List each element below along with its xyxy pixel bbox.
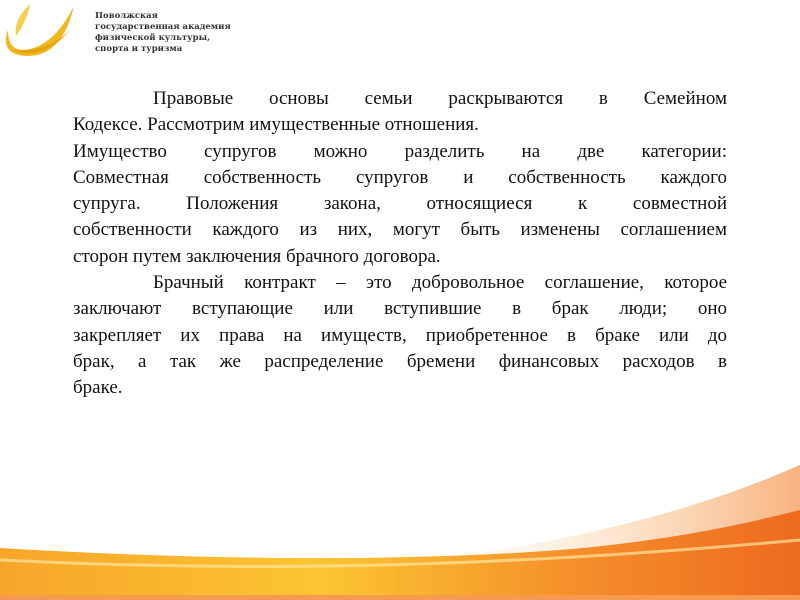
text-line: брак, а так же распределение бремени финансовых расходов в [73, 350, 727, 372]
org-line: спорта и туризма [95, 44, 183, 54]
org-line: государственная академия [95, 22, 231, 32]
laurel-icon [6, 4, 74, 56]
text-line: супруга. Положения закона, относящиеся к совместной [73, 193, 727, 215]
slide-body-text [73, 86, 727, 402]
text-line: сторон путем заключения брачного договора. [73, 245, 441, 267]
text-line: Имущество супругов можно разделить на две категории: [73, 140, 727, 162]
text-line: Правовые основы семьи раскрываются в Семейном [153, 88, 727, 109]
text-line: браке. [73, 377, 123, 399]
org-line: физической культуры, [95, 33, 211, 43]
organization-name [95, 11, 231, 55]
org-line: Поволжская [95, 11, 158, 21]
decorative-wave [0, 460, 800, 600]
text-line: собственности каждого из них, могут быть изменены соглашением [73, 219, 727, 241]
text-line: Совместная собственность супругов и собственность каждого [73, 166, 727, 188]
text-line: Кодексе. Рассмотрим имущественные отношения. [73, 114, 479, 136]
text-line: заключают вступающие или вступившие в брак люди; оно [73, 298, 727, 320]
text-line: закрепляет их права на имуществ, приобретенное в браке или до [73, 324, 727, 346]
text-line: Брачный контракт – это добровольное соглашение, которое [153, 272, 727, 294]
